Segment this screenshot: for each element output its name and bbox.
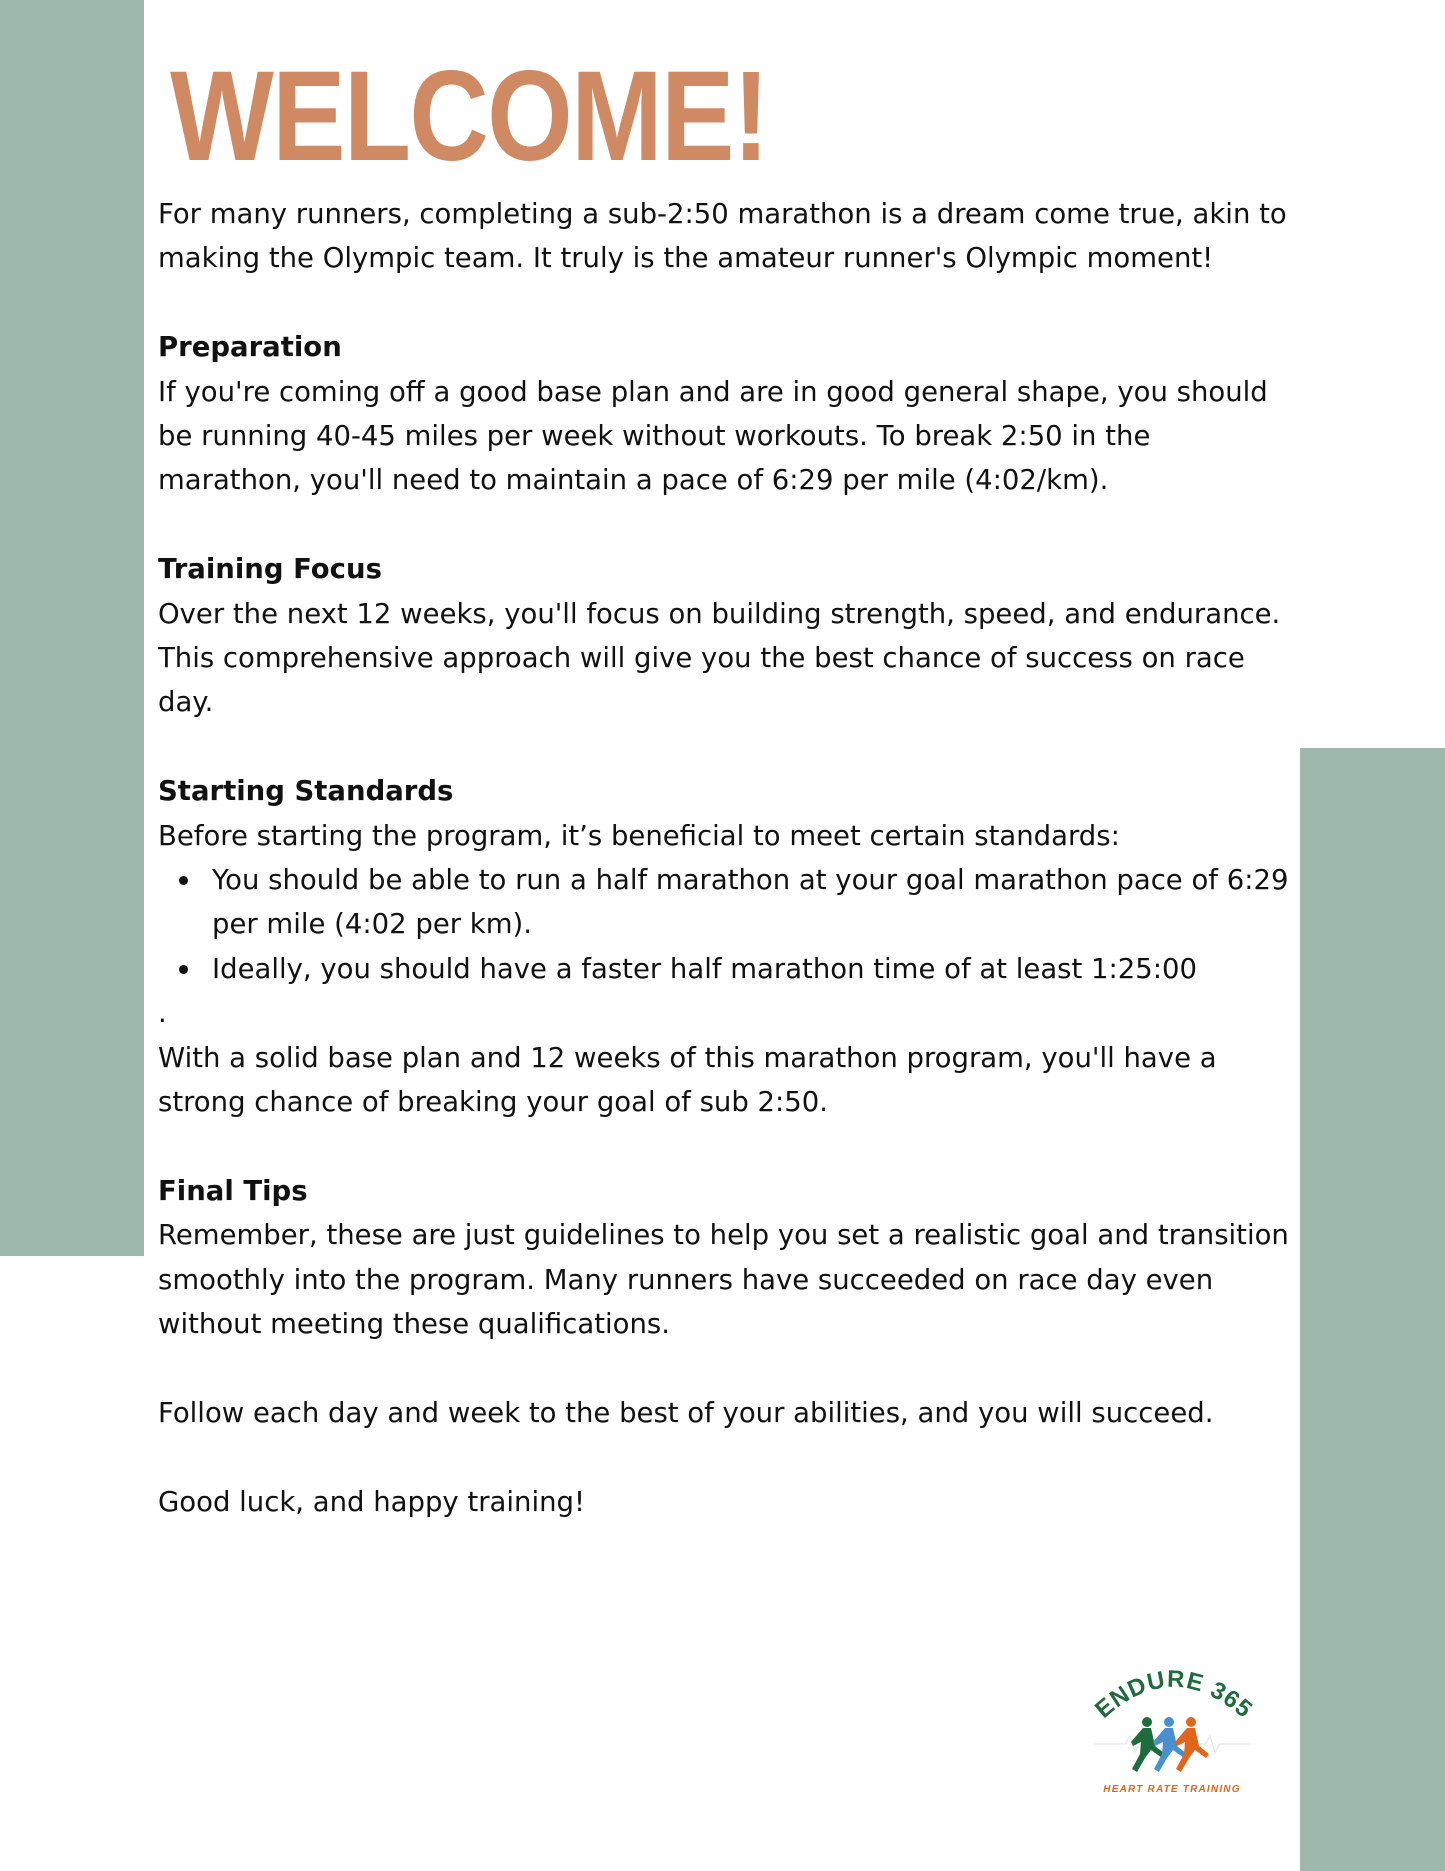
starting-standards-closing: With a solid base plan and 12 weeks of this marathon program, you'll have a strong chance of breaking your goal of sub 2:50. <box>158 1041 1217 1119</box>
training-focus-paragraph: Over the next 12 weeks, you'll focus on building strength, speed, and endurance. This comprehensive approach will give you the best chance of success on race day. <box>158 597 1281 719</box>
logo-tagline: HEART RATE TRAINING <box>1103 1784 1241 1795</box>
endure365-logo <box>1085 1662 1260 1802</box>
final-tips-paragraph: Remember, these are just guidelines to help you set a realistic goal and transition smoothly into the program. Many runners have succeeded on race day even without meeting these qualifications. <box>158 1219 1289 1341</box>
logo-brand-text: ENDURE 365 <box>1090 1665 1258 1724</box>
follow-paragraph: Follow each day and week to the best of your abilities, and you will succeed. <box>158 1396 1214 1429</box>
section-heading-starting-standards: Starting Standards <box>158 775 454 808</box>
document-body <box>158 192 1298 1524</box>
list-item: You should be able to run a half marathon at your goal marathon pace of 6:29 per mile (4:02 per km). <box>158 858 1298 947</box>
list-item: Ideally, you should have a faster half marathon time of at least 1:25:00 <box>158 947 1298 991</box>
runners-icon <box>1085 1662 1260 1802</box>
decorative-bar-left <box>0 0 144 1256</box>
signoff: Good luck, and happy training! <box>158 1485 586 1518</box>
section-heading-training-focus: Training Focus <box>158 553 382 586</box>
preparation-paragraph: If you're coming off a good base plan and are in good general shape, you should be running 40-45 miles per week without workouts. To break 2:50 in the marathon, you'll need to maintain a pace of 6:29 per mile (4:02/km). <box>158 375 1268 497</box>
starting-standards-lead: Before starting the program, it’s beneficial to meet certain standards: <box>158 819 1120 852</box>
svg-text:ENDURE 365 <box>1090 1666 1258 1724</box>
stray-period: . <box>158 997 167 1030</box>
decorative-bar-right <box>1300 748 1445 1871</box>
intro-paragraph: For many runners, completing a sub-2:50 marathon is a dream come true, akin to making the Olympic team. It truly is the amateur runner's Olympic moment! <box>158 198 1287 275</box>
page-title: WELCOME! <box>170 45 768 188</box>
section-heading-preparation: Preparation <box>158 331 342 364</box>
section-heading-final-tips: Final Tips <box>158 1174 308 1207</box>
standards-list <box>158 858 1298 991</box>
